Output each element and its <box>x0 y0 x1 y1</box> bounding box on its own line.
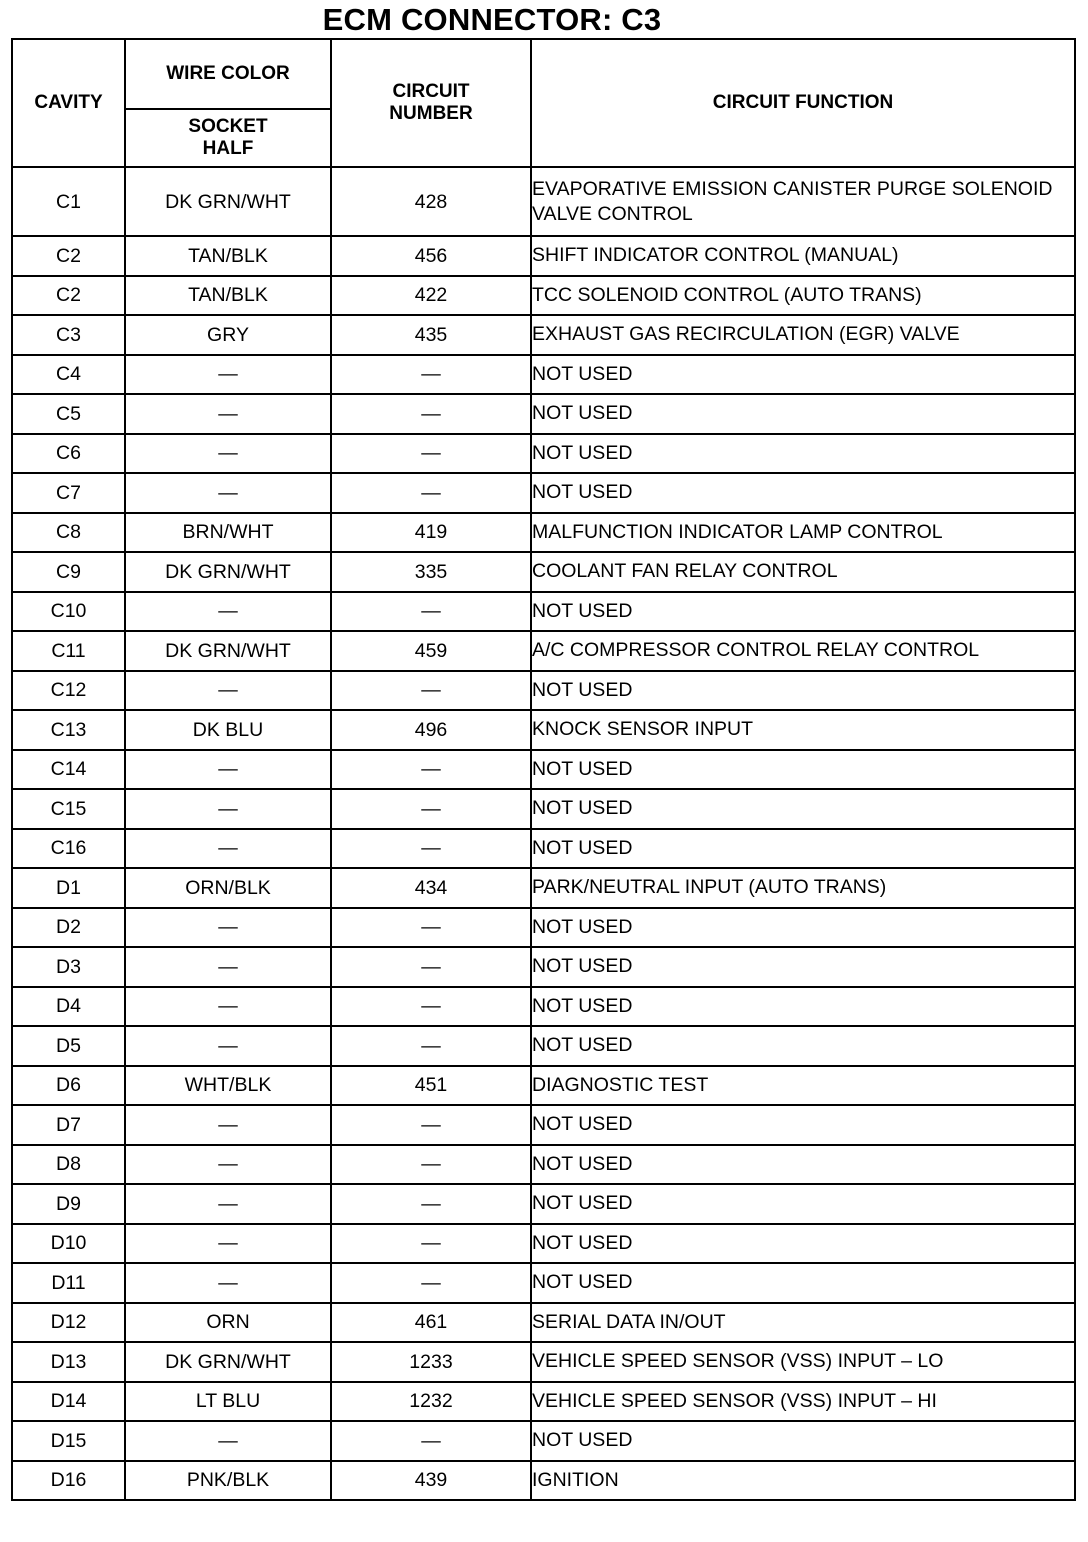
cavity-cell: D4 <box>12 987 125 1027</box>
circuit-number-cell: — <box>331 1421 531 1461</box>
circuit-function-cell: VEHICLE SPEED SENSOR (VSS) INPUT – HI <box>531 1382 1075 1422</box>
table-row <box>12 552 1075 592</box>
cavity-cell: C6 <box>12 434 125 474</box>
circuit-number-cell: — <box>331 394 531 434</box>
header-socket-half-label: SOCKET HALF <box>188 116 268 159</box>
circuit-number-cell: — <box>331 947 531 987</box>
wire-color-cell: — <box>125 394 331 434</box>
circuit-function-cell: NOT USED <box>531 908 1075 948</box>
circuit-function-cell: EXHAUST GAS RECIRCULATION (EGR) VALVE <box>531 315 1075 355</box>
wire-color-cell: LT BLU <box>125 1382 331 1422</box>
cavity-cell: C11 <box>12 631 125 671</box>
circuit-function-cell: SERIAL DATA IN/OUT <box>531 1303 1075 1343</box>
wire-color-cell: DK GRN/WHT <box>125 552 331 592</box>
cavity-cell: C9 <box>12 552 125 592</box>
circuit-function-cell: TCC SOLENOID CONTROL (AUTO TRANS) <box>531 276 1075 316</box>
circuit-number-cell: — <box>331 355 531 395</box>
circuit-function-cell: NOT USED <box>531 1263 1075 1303</box>
table-row <box>12 631 1075 671</box>
table-row <box>12 276 1075 316</box>
table-row <box>12 1342 1075 1382</box>
cavity-cell: D3 <box>12 947 125 987</box>
table-row <box>12 236 1075 276</box>
circuit-number-cell: 428 <box>331 167 531 236</box>
header-socket-half <box>125 109 331 167</box>
cavity-cell: C5 <box>12 394 125 434</box>
table-row <box>12 947 1075 987</box>
circuit-number-cell: 439 <box>331 1461 531 1501</box>
circuit-number-cell: 422 <box>331 276 531 316</box>
circuit-function-cell: NOT USED <box>531 1026 1075 1066</box>
cavity-cell: D7 <box>12 1105 125 1145</box>
circuit-number-cell: 434 <box>331 868 531 908</box>
circuit-function-cell: NOT USED <box>531 1421 1075 1461</box>
cavity-cell: C10 <box>12 592 125 632</box>
cavity-cell: D9 <box>12 1184 125 1224</box>
table-row <box>12 1382 1075 1422</box>
table-row <box>12 1066 1075 1106</box>
circuit-function-cell: NOT USED <box>531 1145 1075 1185</box>
table-row <box>12 710 1075 750</box>
circuit-function-cell: NOT USED <box>531 789 1075 829</box>
circuit-function-cell: VEHICLE SPEED SENSOR (VSS) INPUT – LO <box>531 1342 1075 1382</box>
table-row <box>12 789 1075 829</box>
wire-color-cell: — <box>125 592 331 632</box>
cavity-cell: C16 <box>12 829 125 869</box>
table-row <box>12 513 1075 553</box>
cavity-cell: D12 <box>12 1303 125 1343</box>
wire-color-cell: TAN/BLK <box>125 276 331 316</box>
circuit-function-cell: PARK/NEUTRAL INPUT (AUTO TRANS) <box>531 868 1075 908</box>
cavity-cell: C1 <box>12 167 125 236</box>
cavity-cell: D13 <box>12 1342 125 1382</box>
table-row <box>12 473 1075 513</box>
table-row <box>12 671 1075 711</box>
wire-color-cell: — <box>125 829 331 869</box>
table-row <box>12 1263 1075 1303</box>
circuit-function-cell: COOLANT FAN RELAY CONTROL <box>531 552 1075 592</box>
header-cavity: CAVITY <box>12 39 125 167</box>
table-row <box>12 1421 1075 1461</box>
table-row <box>12 1461 1075 1501</box>
cavity-cell: C12 <box>12 671 125 711</box>
cavity-cell: D8 <box>12 1145 125 1185</box>
circuit-number-cell: — <box>331 434 531 474</box>
table-row <box>12 592 1075 632</box>
cavity-cell: C13 <box>12 710 125 750</box>
wire-color-cell: DK GRN/WHT <box>125 1342 331 1382</box>
table-row <box>12 167 1075 236</box>
circuit-number-cell: 1233 <box>331 1342 531 1382</box>
circuit-function-cell: NOT USED <box>531 1184 1075 1224</box>
cavity-cell: C2 <box>12 276 125 316</box>
circuit-function-cell: NOT USED <box>531 473 1075 513</box>
circuit-number-cell: — <box>331 1263 531 1303</box>
circuit-number-cell: — <box>331 473 531 513</box>
header-circuit-function: CIRCUIT FUNCTION <box>531 39 1075 167</box>
circuit-number-cell: 419 <box>331 513 531 553</box>
circuit-number-cell: — <box>331 750 531 790</box>
circuit-number-cell: — <box>331 789 531 829</box>
wire-color-cell: ORN <box>125 1303 331 1343</box>
circuit-number-cell: — <box>331 592 531 632</box>
table-row <box>12 1184 1075 1224</box>
wire-color-cell: — <box>125 1145 331 1185</box>
cavity-cell: D1 <box>12 868 125 908</box>
circuit-number-cell: — <box>331 908 531 948</box>
circuit-number-cell: — <box>331 987 531 1027</box>
circuit-number-cell: 459 <box>331 631 531 671</box>
wire-color-cell: TAN/BLK <box>125 236 331 276</box>
table-row <box>12 1303 1075 1343</box>
cavity-cell: D10 <box>12 1224 125 1264</box>
cavity-cell: C15 <box>12 789 125 829</box>
cavity-cell: C14 <box>12 750 125 790</box>
table-row <box>12 908 1075 948</box>
wire-color-cell: DK BLU <box>125 710 331 750</box>
circuit-number-cell: 435 <box>331 315 531 355</box>
cavity-cell: C4 <box>12 355 125 395</box>
circuit-function-cell: NOT USED <box>531 1105 1075 1145</box>
circuit-function-cell: MALFUNCTION INDICATOR LAMP CONTROL <box>531 513 1075 553</box>
cavity-cell: D6 <box>12 1066 125 1106</box>
cavity-cell: C7 <box>12 473 125 513</box>
wire-color-cell: — <box>125 1263 331 1303</box>
circuit-number-cell: — <box>331 829 531 869</box>
cavity-cell: C8 <box>12 513 125 553</box>
circuit-function-cell: IGNITION <box>531 1461 1075 1501</box>
cavity-cell: D5 <box>12 1026 125 1066</box>
wire-color-cell: — <box>125 789 331 829</box>
table-row <box>12 315 1075 355</box>
circuit-number-cell: — <box>331 1224 531 1264</box>
wire-color-cell: — <box>125 908 331 948</box>
wire-color-cell: WHT/BLK <box>125 1066 331 1106</box>
circuit-function-cell: NOT USED <box>531 434 1075 474</box>
table-row <box>12 987 1075 1027</box>
wire-color-cell: DK GRN/WHT <box>125 167 331 236</box>
cavity-cell: D2 <box>12 908 125 948</box>
table-row <box>12 1224 1075 1264</box>
circuit-number-cell: 451 <box>331 1066 531 1106</box>
table-row <box>12 434 1075 474</box>
circuit-number-cell: — <box>331 1105 531 1145</box>
wire-color-cell: DK GRN/WHT <box>125 631 331 671</box>
table-row <box>12 1026 1075 1066</box>
circuit-number-cell: 496 <box>331 710 531 750</box>
circuit-function-cell: NOT USED <box>531 592 1075 632</box>
circuit-function-cell: NOT USED <box>531 750 1075 790</box>
wire-color-cell: — <box>125 1026 331 1066</box>
wire-color-cell: — <box>125 671 331 711</box>
table-row <box>12 1105 1075 1145</box>
connector-table <box>11 38 1076 1501</box>
wire-color-cell: — <box>125 1105 331 1145</box>
wire-color-cell: — <box>125 987 331 1027</box>
circuit-function-cell: NOT USED <box>531 987 1075 1027</box>
cavity-cell: C3 <box>12 315 125 355</box>
cavity-cell: D15 <box>12 1421 125 1461</box>
circuit-number-cell: 456 <box>331 236 531 276</box>
wire-color-cell: — <box>125 1224 331 1264</box>
circuit-function-cell: NOT USED <box>531 1224 1075 1264</box>
wire-color-cell: — <box>125 473 331 513</box>
wire-color-cell: — <box>125 1421 331 1461</box>
circuit-number-cell: — <box>331 671 531 711</box>
circuit-number-cell: 1232 <box>331 1382 531 1422</box>
wire-color-cell: GRY <box>125 315 331 355</box>
circuit-number-cell: — <box>331 1184 531 1224</box>
circuit-function-cell: DIAGNOSTIC TEST <box>531 1066 1075 1106</box>
circuit-number-cell: 461 <box>331 1303 531 1343</box>
table-row <box>12 355 1075 395</box>
wire-color-cell: — <box>125 355 331 395</box>
table-body <box>12 167 1075 1500</box>
table-row <box>12 394 1075 434</box>
header-wire-color: WIRE COLOR <box>125 39 331 109</box>
table-row <box>12 868 1075 908</box>
header-circuit-number <box>331 39 531 167</box>
circuit-function-cell: NOT USED <box>531 671 1075 711</box>
wire-color-cell: PNK/BLK <box>125 1461 331 1501</box>
cavity-cell: D11 <box>12 1263 125 1303</box>
table-row <box>12 750 1075 790</box>
page-title: ECM CONNECTOR: C3 <box>322 2 662 37</box>
cavity-cell: D16 <box>12 1461 125 1501</box>
circuit-number-cell: — <box>331 1026 531 1066</box>
cavity-cell: D14 <box>12 1382 125 1422</box>
cavity-cell: C2 <box>12 236 125 276</box>
wire-color-cell: — <box>125 1184 331 1224</box>
wire-color-cell: — <box>125 750 331 790</box>
wire-color-cell: — <box>125 947 331 987</box>
wire-color-cell: — <box>125 434 331 474</box>
circuit-number-cell: 335 <box>331 552 531 592</box>
table-header <box>12 39 1075 167</box>
circuit-function-cell: KNOCK SENSOR INPUT <box>531 710 1075 750</box>
wire-color-cell: BRN/WHT <box>125 513 331 553</box>
circuit-function-cell: A/C COMPRESSOR CONTROL RELAY CONTROL <box>531 631 1075 671</box>
circuit-function-cell: NOT USED <box>531 947 1075 987</box>
circuit-function-cell: SHIFT INDICATOR CONTROL (MANUAL) <box>531 236 1075 276</box>
circuit-function-cell: NOT USED <box>531 355 1075 395</box>
circuit-number-cell: — <box>331 1145 531 1185</box>
circuit-function-cell: NOT USED <box>531 394 1075 434</box>
circuit-function-cell: NOT USED <box>531 829 1075 869</box>
table-row <box>12 1145 1075 1185</box>
wire-color-cell: ORN/BLK <box>125 868 331 908</box>
table-row <box>12 829 1075 869</box>
circuit-function-cell: EVAPORATIVE EMISSION CANISTER PURGE SOLENOID VALVE CONTROL <box>531 167 1075 236</box>
header-circuit-number-label: CIRCUIT NUMBER <box>389 81 473 124</box>
